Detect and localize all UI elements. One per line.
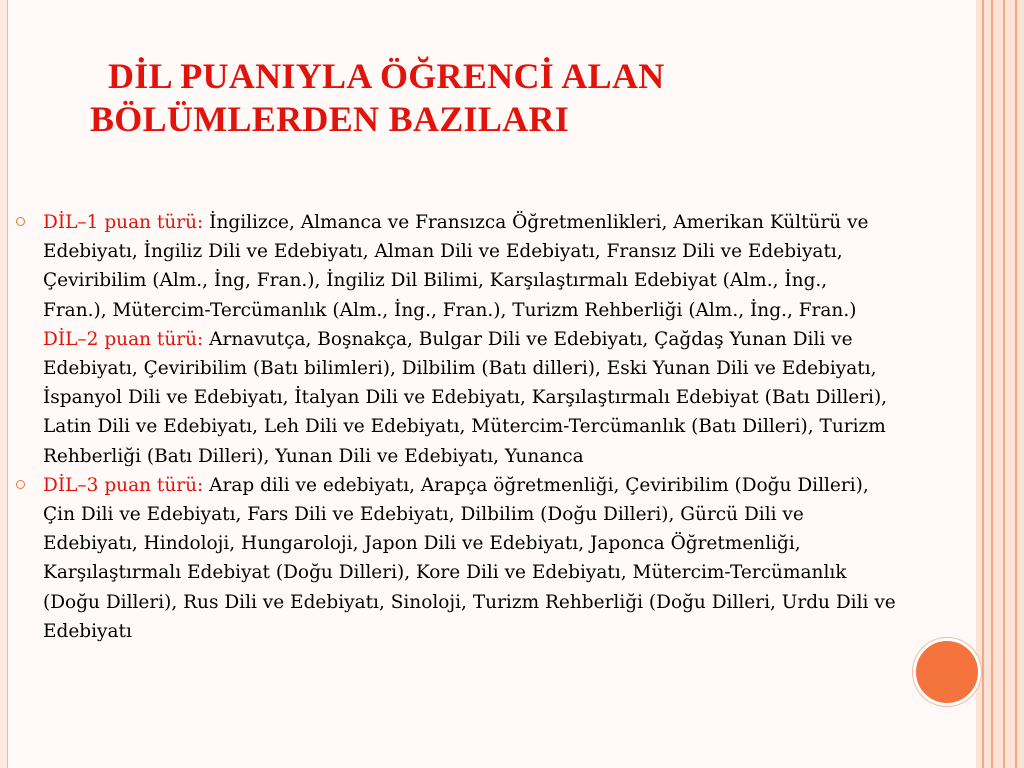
paragraph-dil-3 (43, 471, 896, 646)
paragraph-dil-2 (43, 325, 896, 471)
title-line-2: BÖLÜMLERDEN BAZILARI (90, 99, 570, 139)
paragraph-text: İngilizce, Almanca ve Fransızca Öğretmenlikleri, Amerikan Kültürü ve Edebiyatı, İngiliz Dili ve Edebiyatı, Alman Dili ve Edebiyatı, Fransız Dili ve Edebiyatı, Çeviribilim (Alm., İng, Fran.), İngiliz Dil Bilimi, Karşılaştırmalı Edebiyat (Alm., İng., Fran.), Mütercim-Tercümanlık (Alm., İng., Fran.), Turizm Rehberliği (Alm., İng., Fran.) (43, 212, 869, 321)
title-line-1: DİL PUANIYLA ÖĞRENCİ ALAN (108, 56, 665, 96)
decorative-circle (913, 638, 981, 706)
puan-turu-label: DİL–3 puan türü: (43, 474, 204, 496)
paragraph-text: Arnavutça, Boşnakça, Bulgar Dili ve Edebiyatı, Çağdaş Yunan Dili ve Edebiyatı, Çeviribilim (Batı bilimleri), Dilbilim (Batı dilleri), Eski Yunan Dili ve Edebiyatı, İspanyol Dili ve Edebiyatı, İtalyan Dili ve Edebiyatı, Karşılaştırmalı Edebiyat (Batı Dilleri), Latin Dili ve Edebiyatı, Leh Dili ve Edebiyatı, Mütercim-Tercümanlık (Batı Dilleri), Turizm Rehberliği (Batı Dilleri), Yunan Dili ve Edebiyatı, Yunanca (43, 328, 888, 467)
bullet-circle-icon (16, 217, 25, 226)
paragraph-text: Arap dili ve edebiyatı, Arapça öğretmenliği, Çeviribilim (Doğu Dilleri), Çin Dili ve Edebiyatı, Fars Dili ve Edebiyatı, Dilbilim (Doğu Dilleri), Gürcü Dili ve Edebiyatı, Hindoloji, Hungaroloji, Japon Dili ve Edebiyatı, Japonca Öğretmenliği, Karşılaştırmalı Edebiyat (Doğu Dilleri), Kore Dili ve Edebiyatı, Mütercim-Tercümanlık (Doğu Dilleri), Rus Dili ve Edebiyatı, Sinoloji, Turizm Rehberliği (Doğu Dilleri, Urdu Dili ve Edebiyatı (43, 474, 896, 642)
left-frame-line (0, 0, 8, 768)
stripe-line (1015, 0, 1017, 768)
bullet-circle-icon (16, 480, 25, 489)
bullet-item (16, 208, 896, 471)
slide-body (16, 208, 896, 646)
stripe-line (1003, 0, 1005, 768)
puan-turu-label: DİL–2 puan türü: (43, 328, 204, 350)
stripe-line (991, 0, 993, 768)
stripe-line (982, 0, 984, 768)
bullet-item (16, 471, 896, 646)
paragraph-dil-1 (43, 208, 896, 325)
right-decorative-stripes (976, 0, 1024, 768)
slide-title (90, 55, 870, 141)
puan-turu-label: DİL–1 puan türü: (43, 212, 204, 233)
